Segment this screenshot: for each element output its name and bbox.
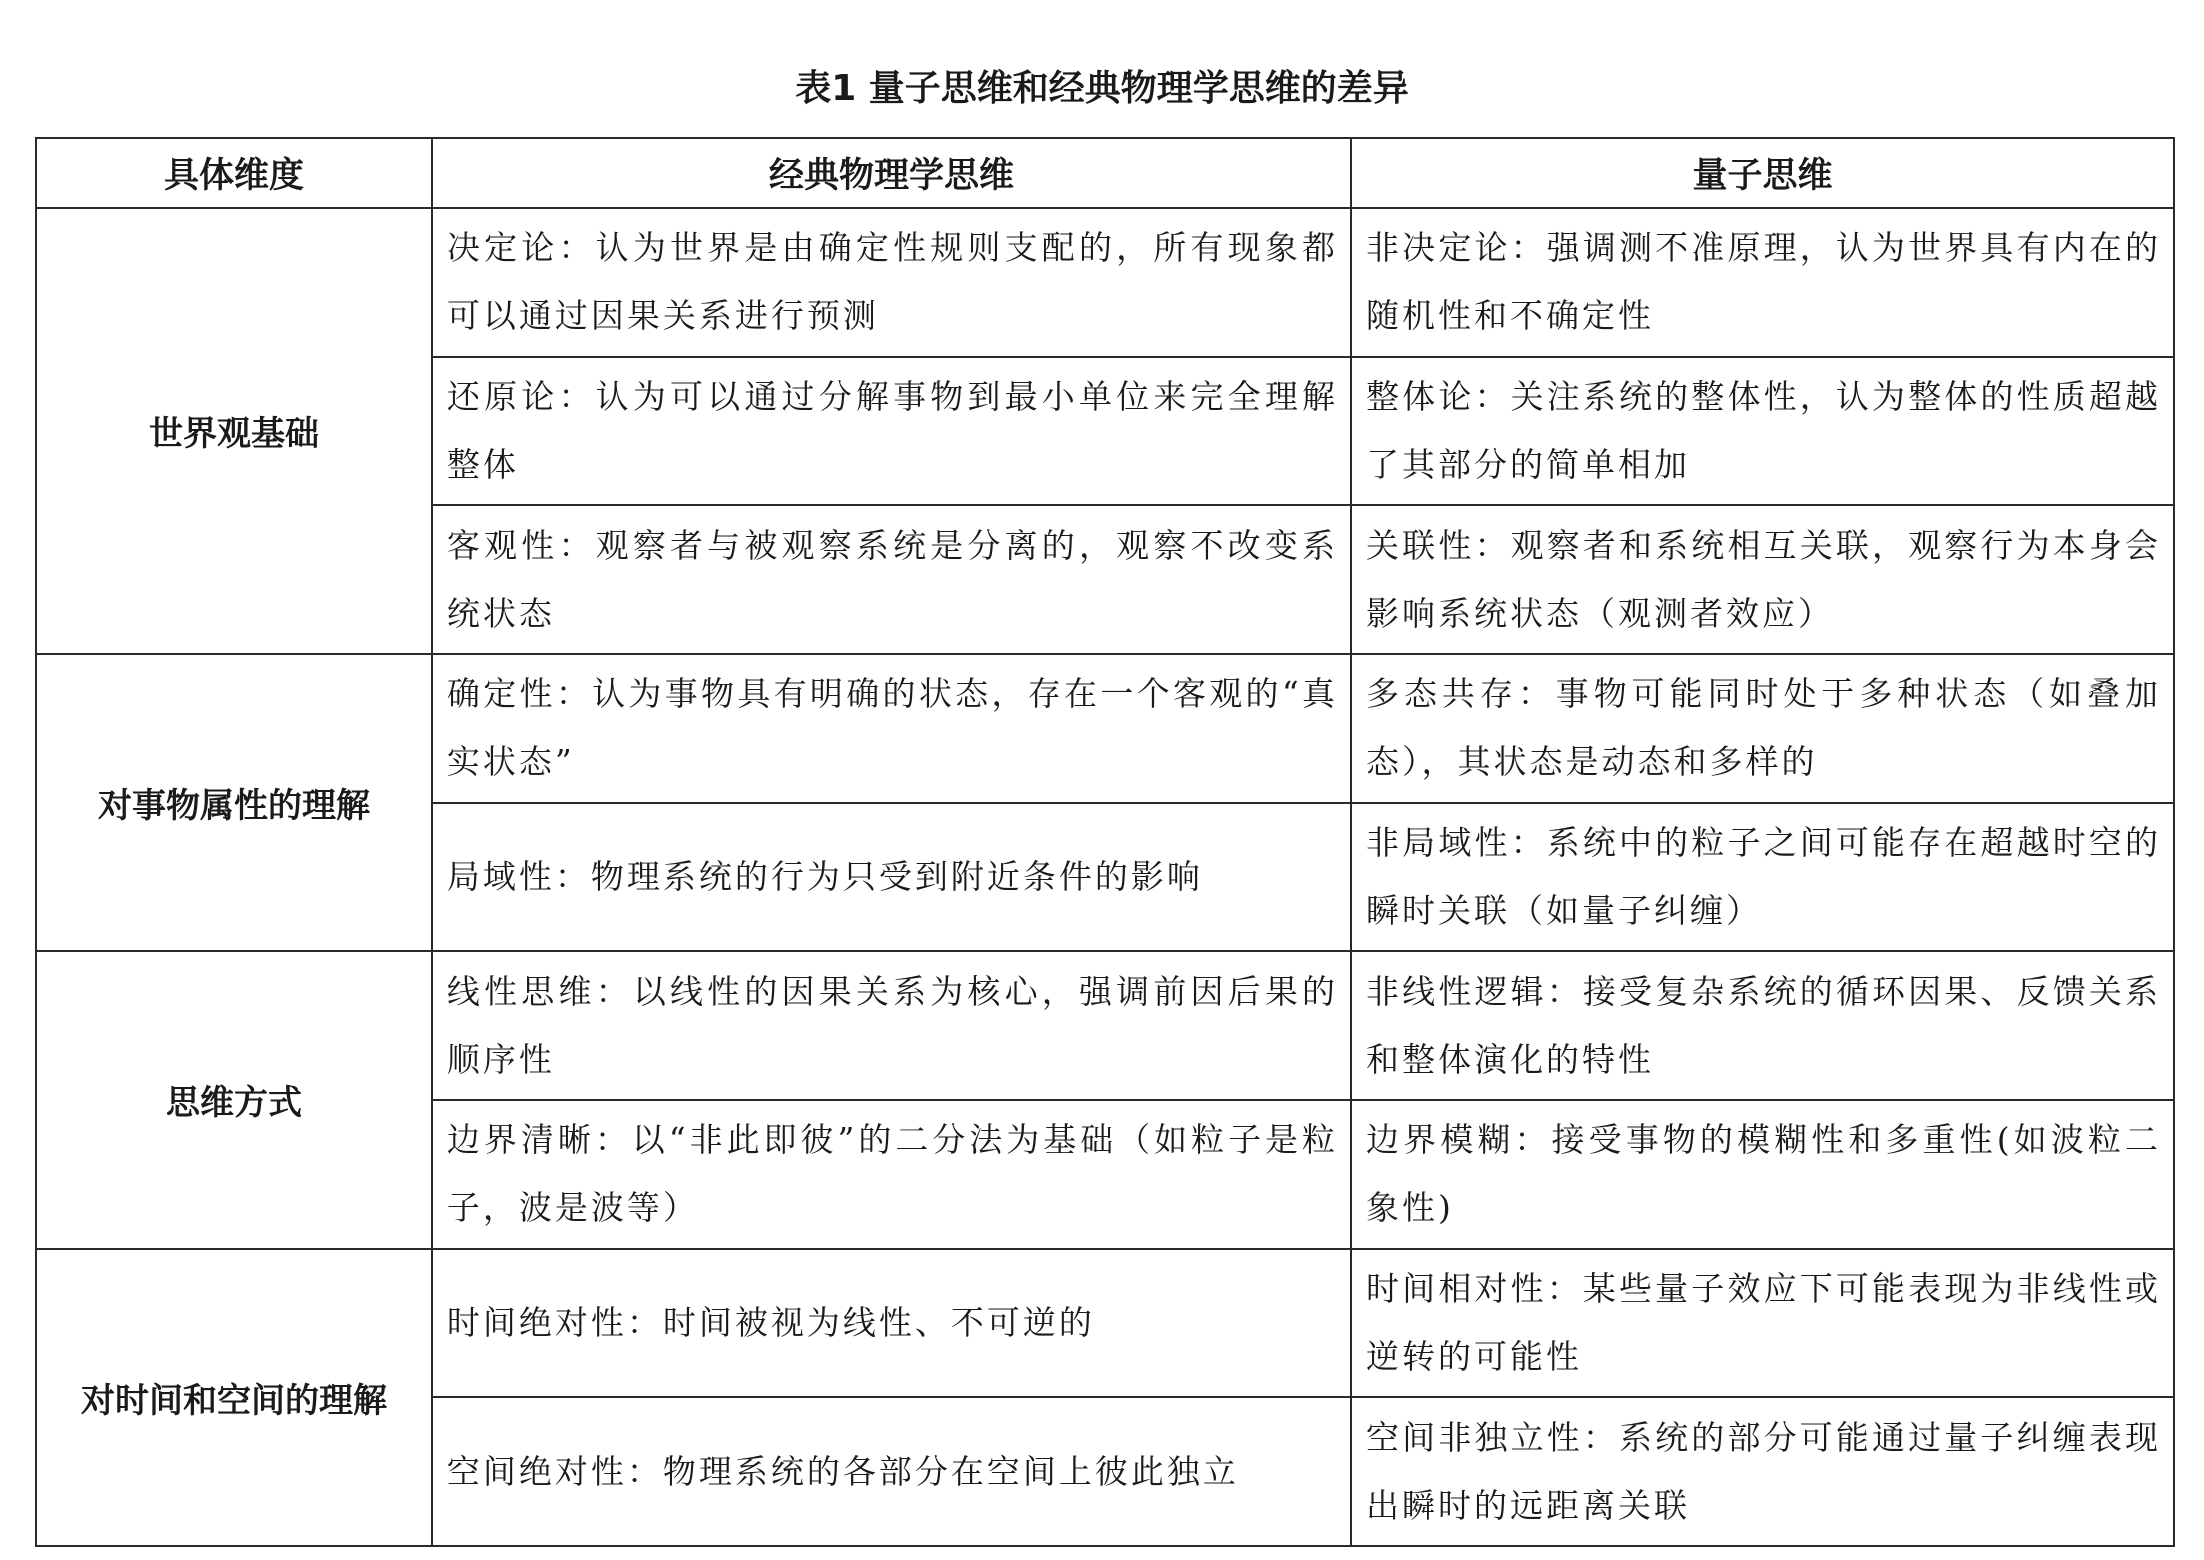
classical-cell: 客观性：观察者与被观察系统是分离的，观察不改变系统状态 — [432, 505, 1351, 654]
table-row — [36, 654, 2174, 803]
classical-cell: 确定性：认为事物具有明确的状态，存在一个客观的“真实状态” — [432, 654, 1351, 803]
quantum-cell: 非局域性：系统中的粒子之间可能存在超越时空的瞬时关联（如量子纠缠） — [1351, 803, 2174, 952]
quantum-cell: 时间相对性：某些量子效应下可能表现为非线性或逆转的可能性 — [1351, 1249, 2174, 1398]
table-caption: 表1 量子思维和经典物理学思维的差异 — [795, 68, 1409, 109]
classical-cell: 线性思维：以线性的因果关系为核心，强调前因后果的顺序性 — [432, 951, 1351, 1100]
header-classical: 经典物理学思维 — [432, 138, 1351, 208]
table-row — [36, 951, 2174, 1100]
header-dimension: 具体维度 — [36, 138, 432, 208]
header-quantum: 量子思维 — [1351, 138, 2174, 208]
quantum-cell: 非线性逻辑：接受复杂系统的循环因果、反馈关系和整体演化的特性 — [1351, 951, 2174, 1100]
comparison-table — [35, 137, 2175, 1547]
table-row — [36, 208, 2174, 357]
quantum-cell: 非决定论：强调测不准原理，认为世界具有内在的随机性和不确定性 — [1351, 208, 2174, 357]
classical-cell: 空间绝对性：物理系统的各部分在空间上彼此独立 — [432, 1397, 1351, 1546]
quantum-cell: 关联性：观察者和系统相互关联，观察行为本身会影响系统状态（观测者效应） — [1351, 505, 2174, 654]
quantum-cell: 多态共存：事物可能同时处于多种状态（如叠加态），其状态是动态和多样的 — [1351, 654, 2174, 803]
quantum-cell: 整体论：关注系统的整体性，认为整体的性质超越了其部分的简单相加 — [1351, 357, 2174, 506]
table-row — [36, 1249, 2174, 1398]
dimension-cell: 世界观基础 — [36, 208, 432, 654]
classical-cell: 还原论：认为可以通过分解事物到最小单位来完全理解整体 — [432, 357, 1351, 506]
classical-cell: 边界清晰：以“非此即彼”的二分法为基础（如粒子是粒子，波是波等） — [432, 1100, 1351, 1249]
classical-cell: 时间绝对性：时间被视为线性、不可逆的 — [432, 1249, 1351, 1398]
dimension-cell: 思维方式 — [36, 951, 432, 1248]
dimension-cell: 对时间和空间的理解 — [36, 1249, 432, 1546]
classical-cell: 局域性：物理系统的行为只受到附近条件的影响 — [432, 803, 1351, 952]
classical-cell: 决定论：认为世界是由确定性规则支配的，所有现象都可以通过因果关系进行预测 — [432, 208, 1351, 357]
quantum-cell: 边界模糊：接受事物的模糊性和多重性(如波粒二象性) — [1351, 1100, 2174, 1249]
quantum-cell: 空间非独立性：系统的部分可能通过量子纠缠表现出瞬时的远距离关联 — [1351, 1397, 2174, 1546]
dimension-cell: 对事物属性的理解 — [36, 654, 432, 951]
header-row — [36, 138, 2174, 208]
